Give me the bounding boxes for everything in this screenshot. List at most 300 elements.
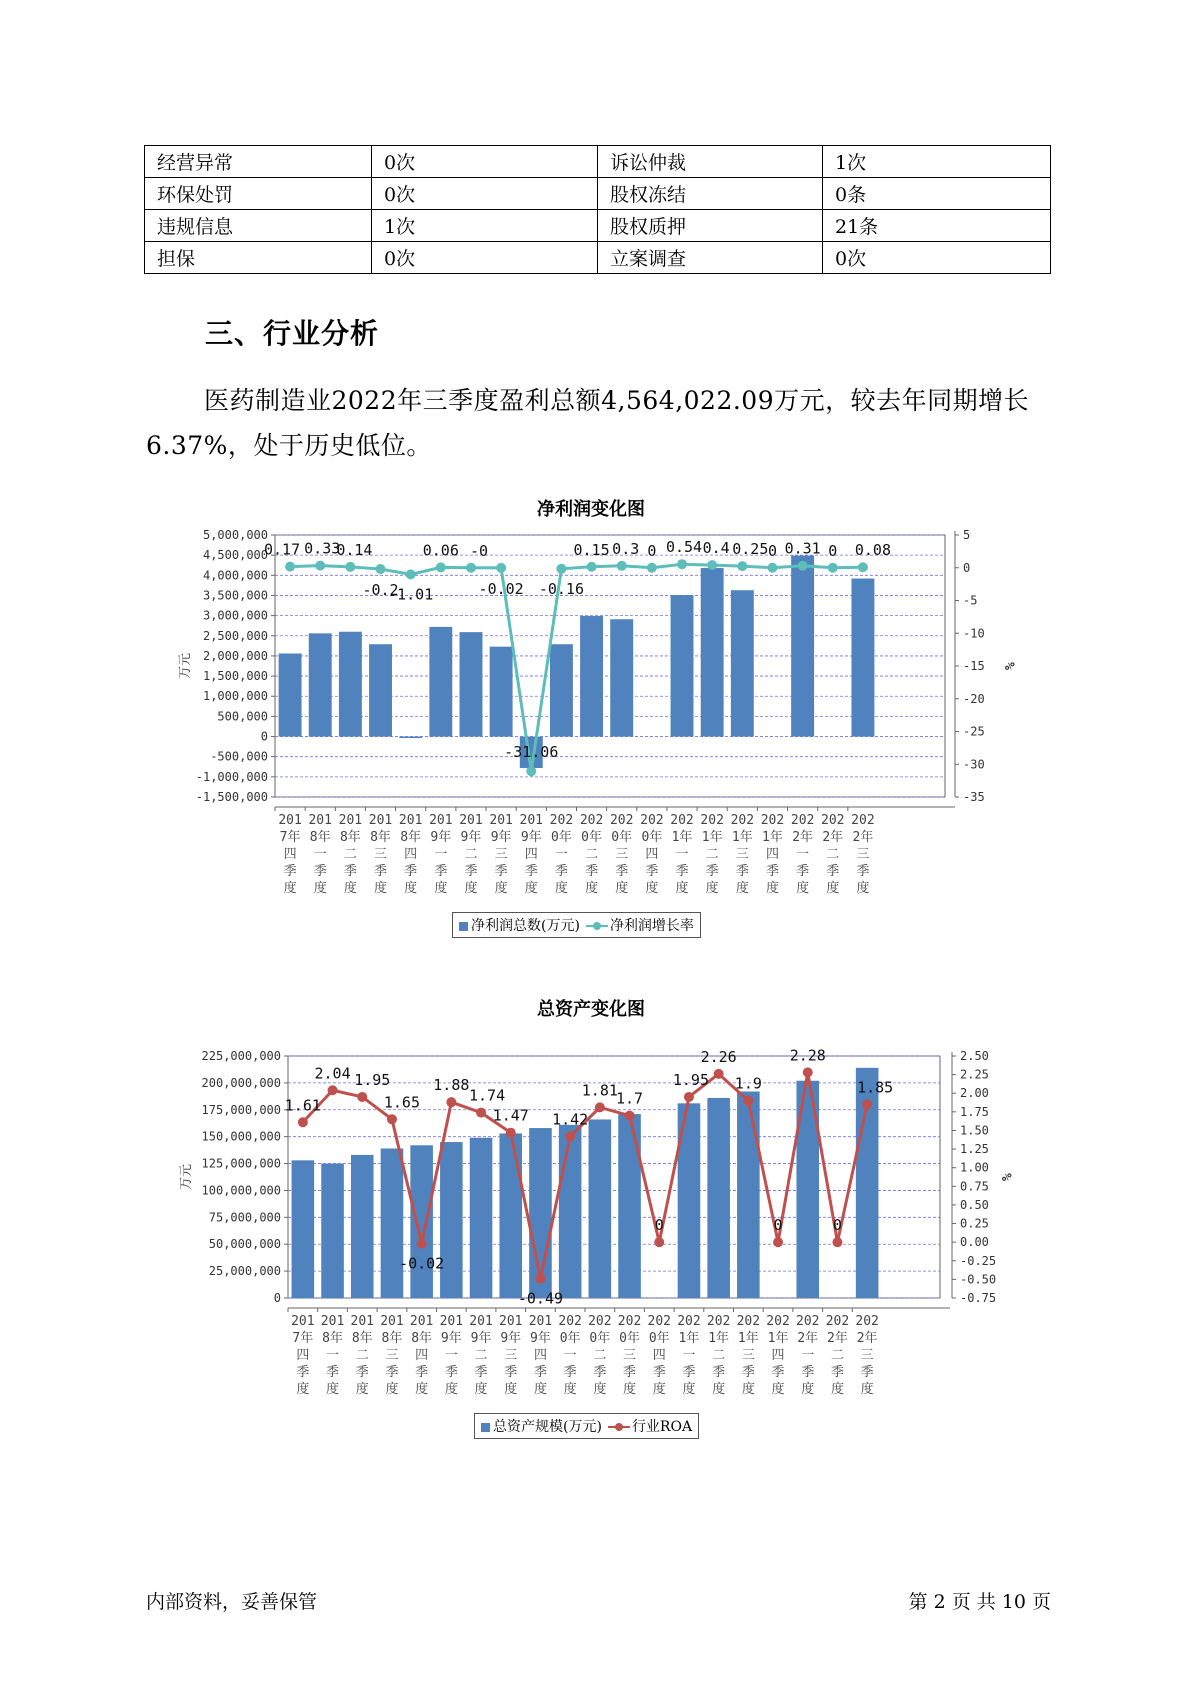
- risk-item-value: 0条: [823, 178, 1051, 210]
- bar: [321, 1164, 344, 1298]
- y2-tick-label: -0.25: [960, 1253, 997, 1268]
- x-tick-label: 8年: [309, 830, 331, 845]
- x-tick-label: 季: [313, 864, 327, 879]
- x-tick-label: 度: [705, 881, 719, 896]
- data-label: 1.88: [433, 1076, 470, 1095]
- x-tick-label: 三: [504, 1348, 518, 1363]
- data-label: 1.61: [284, 1096, 321, 1115]
- y2-tick-label: 1.75: [960, 1104, 989, 1119]
- y2-axis-title: %: [998, 1173, 1013, 1181]
- data-label: 0: [654, 1216, 664, 1235]
- x-tick-label: 四: [283, 847, 297, 862]
- x-tick-label: 二: [593, 1348, 607, 1363]
- x-tick-label: 二: [474, 1348, 488, 1363]
- x-tick-label: 季: [682, 1365, 696, 1380]
- x-tick-label: 2年: [852, 830, 874, 845]
- x-tick-label: 季: [326, 1365, 340, 1380]
- data-label: 0.33: [304, 539, 341, 558]
- x-tick-label: 度: [385, 1382, 399, 1397]
- x-tick-label: 9年: [500, 1331, 522, 1346]
- x-tick-label: 2年: [822, 830, 844, 845]
- line-point: [506, 1128, 516, 1138]
- x-tick-label: 9年: [470, 1331, 492, 1346]
- x-tick-label: 0年: [581, 830, 602, 845]
- x-tick-label: 季: [712, 1365, 726, 1380]
- x-tick-label: 季: [494, 864, 508, 879]
- x-tick-label: 二: [585, 847, 599, 862]
- x-tick-label: 二: [464, 847, 478, 862]
- x-tick-label: 0年: [619, 1331, 640, 1346]
- data-label: -0.02: [478, 579, 524, 598]
- x-tick-label: 202: [730, 813, 755, 828]
- data-label: 2.04: [314, 1064, 351, 1083]
- y-tick-label: -1,500,000: [195, 790, 268, 804]
- x-tick-label: 度: [504, 1382, 518, 1397]
- y2-axis-title: %: [1001, 662, 1016, 670]
- x-tick-label: 2年: [797, 1331, 819, 1346]
- x-tick-label: 9年: [530, 1331, 551, 1346]
- x-tick-label: 一: [796, 847, 810, 862]
- x-tick-label: 202: [821, 813, 845, 828]
- x-tick-label: 四: [652, 1348, 666, 1363]
- x-tick-label: 三: [374, 847, 388, 862]
- data-label: 1.47: [492, 1106, 529, 1125]
- x-tick-label: 201: [380, 1314, 404, 1329]
- x-tick-label: 1年: [708, 1331, 730, 1346]
- data-label: 1.85: [857, 1078, 894, 1097]
- x-tick-label: 度: [826, 881, 840, 896]
- x-tick-label: 四: [533, 1348, 547, 1363]
- x-tick-label: 1年: [762, 830, 783, 845]
- risk-item-label: 股权冻结: [598, 178, 823, 210]
- x-tick-label: 一: [313, 847, 327, 862]
- y2-tick-label: -0.50: [960, 1272, 997, 1287]
- x-tick-label: 202: [760, 813, 785, 828]
- footer-confidential: 内部资料，妥善保管: [146, 1591, 318, 1613]
- x-tick-label: 季: [385, 1365, 399, 1380]
- x-tick-label: 季: [675, 864, 689, 879]
- x-tick-label: 0年: [611, 830, 633, 845]
- y-tick-label: 3,500,000: [202, 588, 268, 603]
- x-tick-label: 季: [826, 864, 840, 879]
- x-tick-label: 度: [801, 1382, 815, 1397]
- risk-item-label: 经营异常: [145, 146, 372, 178]
- x-tick-label: 季: [533, 1365, 547, 1380]
- x-tick-label: 202: [736, 1314, 761, 1329]
- x-tick-label: 季: [415, 1365, 429, 1380]
- x-tick-label: 0年: [589, 1331, 611, 1346]
- data-label: -0.02: [399, 1254, 445, 1273]
- x-tick-label: 季: [585, 864, 599, 879]
- industry-paragraph: 医药制造业2022年三季度盈利总额4,564,022.09万元，较去年同期增长6.37%，处于历史低位。: [146, 386, 1030, 460]
- x-tick-label: 201: [439, 1314, 464, 1329]
- risk-item-value: 0次: [372, 242, 598, 274]
- y-axis-title: 万元: [178, 652, 193, 680]
- data-label: 0.17: [264, 540, 301, 559]
- line-point: [446, 1097, 456, 1107]
- x-tick-label: 度: [563, 1382, 577, 1397]
- bar: [470, 1138, 493, 1298]
- x-tick-label: 9年: [460, 830, 482, 845]
- risk-item-label: 担保: [145, 242, 372, 274]
- line-point: [357, 1092, 367, 1102]
- data-label: 0: [832, 1216, 842, 1235]
- risk-item-value: 1次: [372, 210, 598, 242]
- x-tick-label: 四: [296, 1348, 310, 1363]
- line-point: [417, 1239, 427, 1249]
- y2-tick-label: -5: [963, 593, 978, 608]
- x-tick-label: 201: [278, 813, 302, 828]
- x-tick-label: 季: [796, 864, 810, 879]
- x-tick-label: 201: [469, 1314, 493, 1329]
- line-point: [298, 1117, 308, 1127]
- data-label: 1.81: [581, 1081, 618, 1100]
- line-point: [714, 1069, 724, 1079]
- footer-page-number: 第 2 页 共 10 页: [908, 1591, 1051, 1613]
- x-tick-label: 一: [326, 1348, 340, 1363]
- y-tick-label: 4,000,000: [202, 568, 268, 583]
- data-label: 0: [767, 541, 777, 560]
- line-point: [832, 1237, 842, 1247]
- x-tick-label: 度: [343, 881, 357, 896]
- x-tick-label: 季: [554, 864, 568, 879]
- x-tick-label: 季: [801, 1365, 815, 1380]
- data-label: 1.9: [734, 1074, 762, 1093]
- line-point: [684, 1092, 694, 1102]
- x-tick-label: 202: [670, 813, 694, 828]
- y-tick-label: 0: [260, 729, 268, 744]
- x-tick-label: 201: [308, 813, 332, 828]
- x-tick-label: 一: [444, 1348, 458, 1363]
- total-assets-chart-title: 总资产变化图: [537, 999, 645, 1020]
- data-label: 0.4: [702, 539, 730, 558]
- x-tick-label: 二: [355, 1348, 369, 1363]
- y-tick-label: -500,000: [210, 749, 268, 764]
- y2-tick-label: -10: [963, 626, 985, 641]
- y-tick-label: 100,000,000: [201, 1183, 281, 1198]
- x-tick-label: 季: [623, 1365, 637, 1380]
- legend-label-roa: 行业ROA: [631, 1419, 693, 1435]
- y-tick-label: 500,000: [217, 709, 268, 724]
- x-tick-label: 二: [705, 847, 719, 862]
- y2-tick-label: -35: [963, 790, 985, 804]
- x-tick-label: 202: [766, 1314, 790, 1329]
- x-tick-label: 1年: [671, 830, 693, 845]
- x-tick-label: 度: [856, 881, 870, 896]
- x-tick-label: 8年: [411, 1331, 433, 1346]
- bar: [351, 1155, 374, 1298]
- x-tick-label: 8年: [400, 830, 422, 845]
- x-tick-label: 202: [796, 1314, 820, 1329]
- x-tick-label: 度: [585, 881, 599, 896]
- x-tick-label: 季: [343, 864, 357, 879]
- x-tick-label: 度: [283, 881, 297, 896]
- legend-label-growth-rate: 净利润增长率: [609, 918, 694, 934]
- x-tick-label: 季: [741, 1365, 755, 1380]
- bar: [737, 1091, 760, 1298]
- risk-item-label: 诉讼仲裁: [598, 146, 823, 178]
- risk-item-value: 21条: [823, 210, 1051, 242]
- line-point: [328, 1085, 338, 1095]
- bar: [499, 1133, 522, 1298]
- x-tick-label: 202: [588, 1314, 612, 1329]
- x-tick-label: 201: [398, 813, 423, 828]
- y2-tick-label: 5: [963, 528, 971, 542]
- y2-tick-label: -15: [963, 659, 985, 673]
- y2-tick-label: 0.25: [960, 1216, 989, 1231]
- x-tick-label: 201: [528, 1314, 553, 1329]
- bar: [559, 1125, 582, 1298]
- data-label: -31.06: [504, 743, 559, 762]
- x-tick-label: 度: [404, 881, 418, 896]
- x-tick-label: 202: [549, 813, 574, 828]
- x-tick-label: 季: [652, 1365, 666, 1380]
- y-tick-label: 200,000,000: [201, 1075, 281, 1090]
- x-tick-label: 度: [623, 1382, 637, 1397]
- data-label: 2.26: [700, 1047, 737, 1066]
- data-label: 1.7: [616, 1089, 644, 1108]
- x-tick-label: 202: [790, 813, 815, 828]
- x-tick-label: 201: [320, 1314, 345, 1329]
- x-tick-label: 度: [765, 881, 779, 896]
- y2-tick-label: 1.50: [960, 1123, 989, 1138]
- x-tick-label: 度: [415, 1382, 429, 1397]
- bar: [292, 1160, 315, 1298]
- x-tick-label: 三: [615, 847, 629, 862]
- risk-item-value: 1次: [823, 146, 1051, 178]
- x-tick-label: 季: [464, 864, 478, 879]
- data-label: 1.95: [672, 1070, 710, 1089]
- x-tick-label: 1年: [767, 1331, 789, 1346]
- risk-item-label: 立案调查: [598, 242, 823, 274]
- y-tick-label: 0: [273, 1291, 281, 1305]
- legend-label-total-assets: 总资产规模(万元): [493, 1419, 602, 1435]
- bar: [589, 1119, 612, 1298]
- x-tick-label: 202: [855, 1314, 879, 1329]
- x-tick-label: 8年: [351, 1331, 373, 1346]
- x-tick-label: 201: [489, 813, 513, 828]
- x-tick-label: 度: [434, 881, 448, 896]
- x-tick-label: 季: [860, 1365, 874, 1380]
- y-tick-label: 5,000,000: [202, 528, 268, 542]
- y-tick-label: 125,000,000: [201, 1156, 281, 1171]
- x-tick-label: 2年: [792, 830, 814, 845]
- x-tick-label: 8年: [322, 1331, 343, 1346]
- y-axis-title: 万元: [179, 1163, 194, 1191]
- x-tick-label: 度: [682, 1382, 696, 1397]
- x-tick-label: 季: [296, 1365, 310, 1380]
- x-tick-label: 季: [735, 864, 749, 879]
- x-tick-label: 度: [554, 881, 568, 896]
- x-tick-label: 四: [765, 847, 779, 862]
- x-tick-label: 一: [675, 847, 689, 862]
- y-tick-label: -1,000,000: [195, 769, 268, 784]
- x-tick-label: 0年: [641, 830, 663, 845]
- data-label: 1.74: [468, 1086, 506, 1105]
- bar: [440, 1142, 463, 1298]
- bar: [381, 1148, 404, 1298]
- x-tick-label: 度: [645, 881, 659, 896]
- x-tick-label: 度: [464, 881, 478, 896]
- line-point: [862, 1099, 872, 1109]
- x-tick-label: 四: [524, 847, 538, 862]
- y-tick-label: 175,000,000: [201, 1102, 281, 1117]
- x-tick-label: 度: [735, 881, 749, 896]
- y-tick-label: 225,000,000: [201, 1049, 281, 1063]
- data-label: 1.65: [383, 1093, 421, 1112]
- x-tick-label: 季: [593, 1365, 607, 1380]
- line-point: [773, 1237, 783, 1247]
- x-tick-label: 季: [830, 1365, 844, 1380]
- x-tick-label: 季: [705, 864, 719, 879]
- x-tick-label: 季: [563, 1365, 577, 1380]
- net-profit-chart-title: 净利润变化图: [537, 499, 645, 520]
- total-assets-legend: [474, 1413, 699, 1439]
- x-tick-label: 一: [434, 847, 448, 862]
- x-tick-label: 季: [765, 864, 779, 879]
- x-tick-label: 二: [826, 847, 840, 862]
- x-tick-label: 度: [796, 881, 810, 896]
- x-tick-label: 202: [677, 1314, 701, 1329]
- x-tick-label: 202: [851, 813, 875, 828]
- x-tick-label: 度: [593, 1382, 607, 1397]
- x-tick-label: 8年: [370, 830, 391, 845]
- x-tick-label: 季: [374, 864, 388, 879]
- x-tick-label: 202: [700, 813, 724, 828]
- x-tick-label: 四: [645, 847, 659, 862]
- x-tick-label: 度: [860, 1382, 874, 1397]
- x-tick-label: 度: [326, 1382, 340, 1397]
- x-tick-label: 季: [283, 864, 297, 879]
- x-tick-label: 一: [682, 1348, 696, 1363]
- x-tick-label: 2年: [827, 1331, 848, 1346]
- x-tick-label: 0年: [559, 1331, 581, 1346]
- y2-tick-label: -30: [963, 757, 985, 772]
- x-tick-label: 季: [645, 864, 659, 879]
- x-tick-label: 度: [355, 1382, 369, 1397]
- x-tick-label: 度: [296, 1382, 310, 1397]
- x-tick-label: 1年: [737, 1331, 759, 1346]
- x-tick-label: 三: [623, 1348, 637, 1363]
- data-label: 0.06: [422, 541, 459, 560]
- x-tick-label: 二: [343, 847, 357, 862]
- y2-tick-label: 1.00: [960, 1160, 989, 1175]
- x-tick-label: 201: [350, 1314, 374, 1329]
- y-tick-label: 1,000,000: [202, 689, 268, 704]
- x-tick-label: 度: [444, 1382, 458, 1397]
- data-label: 0: [647, 541, 657, 560]
- data-label: -0: [469, 541, 489, 560]
- x-tick-label: 季: [434, 864, 448, 879]
- x-tick-label: 202: [706, 1314, 731, 1329]
- x-tick-label: 度: [474, 1382, 488, 1397]
- x-tick-label: 201: [459, 813, 483, 828]
- y2-tick-label: -0.75: [960, 1291, 997, 1305]
- x-tick-label: 202: [647, 1314, 671, 1329]
- y2-tick-label: 2.00: [960, 1086, 989, 1101]
- x-tick-label: 202: [558, 1314, 582, 1329]
- data-label: 2.28: [789, 1046, 826, 1065]
- x-tick-label: 季: [771, 1365, 785, 1380]
- risk-item-label: 环保处罚: [145, 178, 372, 210]
- line-point: [595, 1102, 605, 1112]
- risk-item-label: 股权质押: [598, 210, 823, 242]
- y2-tick-label: 0.50: [960, 1197, 989, 1212]
- y-tick-label: 2,000,000: [202, 648, 268, 663]
- data-label: 0: [773, 1216, 783, 1235]
- x-tick-label: 季: [856, 864, 870, 879]
- x-tick-label: 一: [563, 1348, 577, 1363]
- x-tick-label: 度: [712, 1382, 726, 1397]
- y2-tick-label: 1.25: [960, 1142, 989, 1157]
- y-tick-label: 150,000,000: [201, 1129, 281, 1144]
- data-label: 0.31: [784, 539, 821, 558]
- x-tick-label: 度: [830, 1382, 844, 1397]
- x-tick-label: 四: [415, 1348, 429, 1363]
- data-label: 0.15: [573, 540, 610, 559]
- line-point: [803, 1067, 813, 1077]
- x-tick-label: 二: [830, 1348, 844, 1363]
- line-point: [743, 1096, 753, 1106]
- x-tick-label: 9年: [430, 830, 452, 845]
- x-tick-label: 1年: [701, 830, 723, 845]
- risk-item-value: 0次: [372, 146, 598, 178]
- x-tick-label: 202: [825, 1314, 850, 1329]
- x-tick-label: 度: [652, 1382, 666, 1397]
- y-tick-label: 4,500,000: [202, 548, 268, 563]
- x-tick-label: 度: [533, 1382, 547, 1397]
- line-point: [535, 1274, 545, 1284]
- x-tick-label: 201: [409, 1314, 434, 1329]
- x-tick-label: 季: [474, 1365, 488, 1380]
- x-tick-label: 三: [860, 1348, 874, 1363]
- legend-label-net-profit: 净利润总数(万元): [471, 918, 580, 934]
- x-tick-label: 度: [313, 881, 327, 896]
- data-label: 0: [828, 541, 838, 560]
- line-legend-swatch: [608, 1422, 630, 1432]
- x-tick-label: 季: [355, 1365, 369, 1380]
- data-label: 1.95: [354, 1070, 391, 1089]
- y-tick-label: 75,000,000: [208, 1210, 281, 1225]
- y2-tick-label: -25: [963, 724, 985, 739]
- x-tick-label: 度: [771, 1382, 785, 1397]
- x-tick-label: 季: [524, 864, 538, 879]
- y2-tick-label: 0: [963, 560, 971, 575]
- y-tick-label: 25,000,000: [208, 1264, 281, 1279]
- data-label: 0.14: [336, 540, 373, 559]
- x-tick-label: 三: [856, 847, 870, 862]
- x-tick-label: 度: [675, 881, 689, 896]
- bar: [410, 1145, 433, 1298]
- x-tick-label: 度: [494, 881, 508, 896]
- x-tick-label: 度: [374, 881, 388, 896]
- data-label: 0.08: [854, 541, 891, 560]
- x-tick-label: 1年: [678, 1331, 700, 1346]
- x-tick-label: 0年: [551, 830, 572, 845]
- x-tick-label: 201: [429, 813, 453, 828]
- x-tick-label: 201: [519, 813, 544, 828]
- x-tick-label: 三: [735, 847, 749, 862]
- x-tick-label: 度: [524, 881, 538, 896]
- bar: [707, 1098, 730, 1298]
- x-tick-label: 0年: [648, 1331, 670, 1346]
- line-point: [625, 1111, 635, 1121]
- x-tick-label: 四: [404, 847, 418, 862]
- x-tick-label: 三: [385, 1348, 399, 1363]
- x-tick-label: 2年: [856, 1331, 878, 1346]
- y2-tick-label: 0.00: [960, 1235, 989, 1250]
- x-tick-label: 二: [712, 1348, 726, 1363]
